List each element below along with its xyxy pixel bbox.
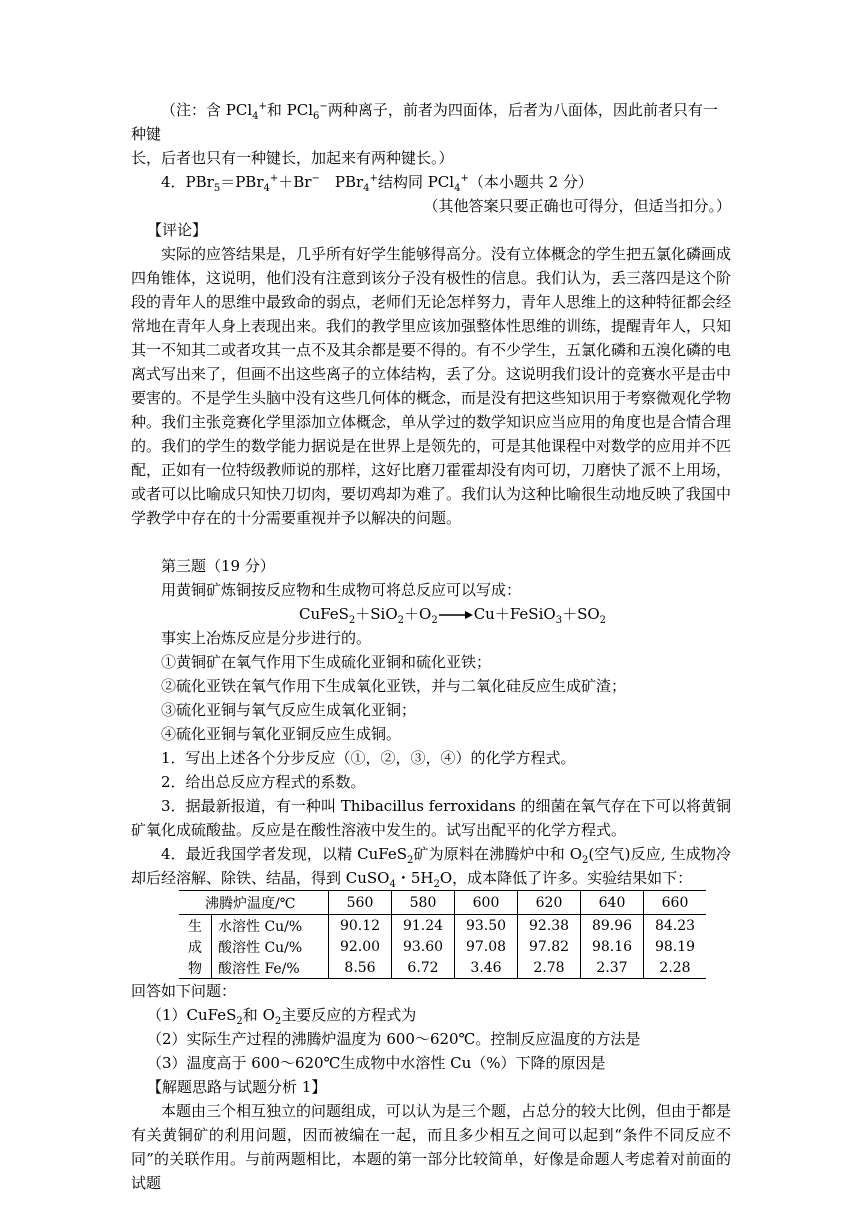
subscript: 2 xyxy=(433,879,440,890)
table-side-label: 物 xyxy=(179,957,212,979)
table-side-label: 生 xyxy=(179,915,212,937)
question-text: 主要反应的方程式为 xyxy=(281,1006,417,1024)
superscript: + xyxy=(269,173,279,184)
question-2: 2．给出总反应方程式的系数。 xyxy=(161,773,366,791)
subscript: 2 xyxy=(236,1016,243,1027)
subscript: 2 xyxy=(274,1016,282,1027)
superscript: − xyxy=(311,173,320,184)
table-cell: 93.60 xyxy=(392,936,455,957)
question-3: 3．据最新报道，有一种叫 Thibacillus ferroxidans 的细菌在氧气存在下可以将黄铜矿氧化成硫酸盐。反应是在酸性溶液中发生的。试写出配平的化学方程式。 xyxy=(131,797,731,839)
table-cell: 8.56 xyxy=(329,957,392,979)
subscript: 4 xyxy=(389,879,396,890)
question-text: (空气)反应, 生成物冷却后经溶解、除铁、结晶，得到 CuSO xyxy=(131,845,731,887)
step-item: ①黄铜矿在氧气作用下生成硫化亚铜和硫化亚铁； xyxy=(161,653,492,671)
subscript: 4 xyxy=(252,111,259,122)
subscript: 6 xyxy=(313,111,320,122)
sub-question-3: （3）温度高于 600～620℃生成物中水溶性 Cu（%）下降的原因是 xyxy=(147,1054,606,1072)
table-header-cell: 660 xyxy=(644,891,707,915)
table-row xyxy=(179,936,706,957)
step-item: ③硫化亚铜与氧气反应生成氧化亚铜； xyxy=(161,701,417,719)
table-cell: 2.37 xyxy=(581,957,644,979)
note-line-1 xyxy=(131,98,731,146)
steps-intro: 事实上冶炼反应是分步进行的。 xyxy=(161,629,372,647)
question-text: 和 O xyxy=(242,1006,275,1024)
table-header-cell: 620 xyxy=(518,891,581,915)
reaction-arrow-icon xyxy=(439,610,473,620)
document-page xyxy=(131,98,731,1195)
question-text: 4．最近我国学者发现，以精 CuFeS xyxy=(161,845,408,863)
table-row-label: 酸溶性 Cu/% xyxy=(212,936,329,957)
table-header-cell: 600 xyxy=(455,891,518,915)
question-text: （1）CuFeS xyxy=(147,1006,237,1024)
subscript: 2 xyxy=(599,615,607,626)
table-header-cell: 640 xyxy=(581,891,644,915)
sub-question-2: （2）实际生产过程的沸腾炉温度为 600～620℃。控制反应温度的方法是 xyxy=(147,1030,641,1048)
formula-text: 结构同 PCl xyxy=(377,173,455,191)
table-cell: 3.46 xyxy=(455,957,518,979)
question-3-intro: 用黄铜矿炼铜按反应物和生成物可将总反应可以写成： xyxy=(161,581,522,599)
table-cell: 90.12 xyxy=(329,915,392,937)
score-note: （本小题共 2 分） xyxy=(468,173,593,191)
table-cell: 2.78 xyxy=(518,957,581,979)
subscript: 2 xyxy=(431,615,438,626)
question-text: O，成本降低了许多。实验结果如下： xyxy=(439,869,693,887)
review-paragraph: 实际的应答结果是，几乎所有好学生能够得高分。没有立体概念的学生把五氯化磷画成四角锥体，这说明，他们没有注意到该分子没有极性的信息。我们认为，丢三落四是这个阶段的青年人的思维中最致命的弱点，老师们无论怎样努力，青年人思维上的这种特征都会经常地在青年人身上表现出来。我们的教学里应该加强整体性思维的训练，提醒青年人，只知其一不知其二或者攻其一点不及其余都是要不得的。有不少学生，五氯化磷和五溴化磷的电离式写出来了，但画不出这些离子的立体结构，丢了分。这说明我们设计的竞赛水平是击中要害的。不是学生头脑中没有这些几何体的概念，而是没有把这些知识用于考察微观化学物种。我们主张竞赛化学里添加立体概念，单从学过的数学知识应当应用的角度也是合情合理的。我们的学生的数学能力据说是在世界上是领先的，可是其他课程中对数学的应用并不匹配，正如有一位特级教师说的那样，这好比磨刀霍霍却没有肉可切，刀磨快了派不上用场，或者可以比喻成只知快刀切肉，要切鸡却为难了。我们认为这种比喻很生动地反映了我国中学教学中存在的十分需要重视并予以解决的问题。 xyxy=(131,245,732,527)
answer-intro: 回答如下问题： xyxy=(131,982,237,1000)
table-cell: 6.72 xyxy=(392,957,455,979)
table-row-label: 水溶性 Cu/% xyxy=(212,915,329,937)
table-row xyxy=(179,957,706,979)
subscript: 2 xyxy=(582,855,589,866)
table-cell: 98.19 xyxy=(654,938,696,955)
table-cell: 97.08 xyxy=(455,936,518,957)
table-header-row xyxy=(179,891,706,915)
table-cell: 2.28 xyxy=(644,957,707,979)
table-row xyxy=(179,915,706,937)
subscript: 4 xyxy=(263,183,270,194)
formula-text: ＋SO xyxy=(562,605,600,623)
superscript: − xyxy=(319,101,328,112)
question-1: 1．写出上述各个分步反应（①，②，③，④）的化学方程式。 xyxy=(161,749,576,767)
superscript: + xyxy=(460,173,469,184)
subscript: 2 xyxy=(407,855,414,866)
sub-question-1 xyxy=(131,1003,731,1027)
note-text: 和 PCl xyxy=(266,101,314,119)
note-text: 两种离子，前者为四面体，后者为八面体，因此前者只有一种键 xyxy=(131,101,718,143)
formula-text: 4．PBr xyxy=(161,173,214,191)
formula-text: CuFeS xyxy=(299,605,349,623)
subscript: 4 xyxy=(363,183,370,194)
results-table xyxy=(179,890,706,979)
subscript: 3 xyxy=(555,615,563,626)
subscript: 4 xyxy=(454,183,461,194)
formula-text: ＋O xyxy=(404,605,432,623)
review-heading: 【评论】 xyxy=(147,221,208,239)
superscript: + xyxy=(258,101,267,112)
table-cell: 97.82 xyxy=(518,936,581,957)
answer-4-line xyxy=(131,170,731,194)
subscript: 2 xyxy=(348,615,356,626)
table-header-label: 沸腾炉温度/℃ xyxy=(179,891,329,915)
table-cell: 92.38 xyxy=(518,915,581,937)
overall-equation xyxy=(131,602,731,626)
question-text: ・5H xyxy=(395,869,434,887)
formula-text: ＝PBr xyxy=(220,173,264,191)
table-cell: 98.16 xyxy=(581,936,644,957)
table-row-label: 酸溶性 Fe/% xyxy=(212,957,329,979)
formula-text: Cu＋FeSiO xyxy=(473,605,556,623)
subscript: 2 xyxy=(397,615,405,626)
superscript: + xyxy=(369,173,378,184)
question-4 xyxy=(131,842,731,890)
step-item: ④硫化亚铜与氧化亚铜反应生成铜。 xyxy=(161,725,402,743)
table-cell: 89.96 xyxy=(581,915,644,937)
note-text: （注：含 PCl xyxy=(161,101,253,119)
table-header-cell: 560 xyxy=(329,891,392,915)
formula-text: ＋Br xyxy=(278,173,312,191)
question-3-title: 第三题（19 分） xyxy=(161,557,275,575)
answer-4-note: （其他答案只要正确也可得分，但适当扣分。） xyxy=(423,197,731,215)
question-text: 矿为原料在沸腾炉中和 O xyxy=(413,845,583,863)
table-cell: 91.24 xyxy=(392,915,455,937)
table-header-cell: 580 xyxy=(392,891,455,915)
subscript: 5 xyxy=(213,183,221,194)
note-line-2: 长，后者也只有一种键长，加起来有两种键长。） xyxy=(131,149,454,167)
table-cell: 84.23 xyxy=(654,917,696,934)
table-cell: 93.50 xyxy=(455,915,518,937)
table-side-label: 成 xyxy=(179,936,212,957)
analysis-heading: 【解题思路与试题分析 1】 xyxy=(147,1078,327,1096)
formula-text: PBr xyxy=(319,173,364,191)
step-item: ②硫化亚铁在氧气作用下生成氧化亚铁，并与二氧化硅反应生成矿渣； xyxy=(161,677,627,695)
analysis-paragraph: 本题由三个相互独立的问题组成，可以认为是三个题，占总分的较大比例，但由于都是有关黄铜矿的利用问题，因而被编在一起，而且多少相互之间可以起到“条件不同反应不同”的关联作用。与前两题相比，本题的第一部分比较简单，好像是命题人考虑着对前面的试题 xyxy=(131,1102,732,1192)
table-cell: 92.00 xyxy=(329,936,392,957)
formula-text: ＋SiO xyxy=(355,605,398,623)
